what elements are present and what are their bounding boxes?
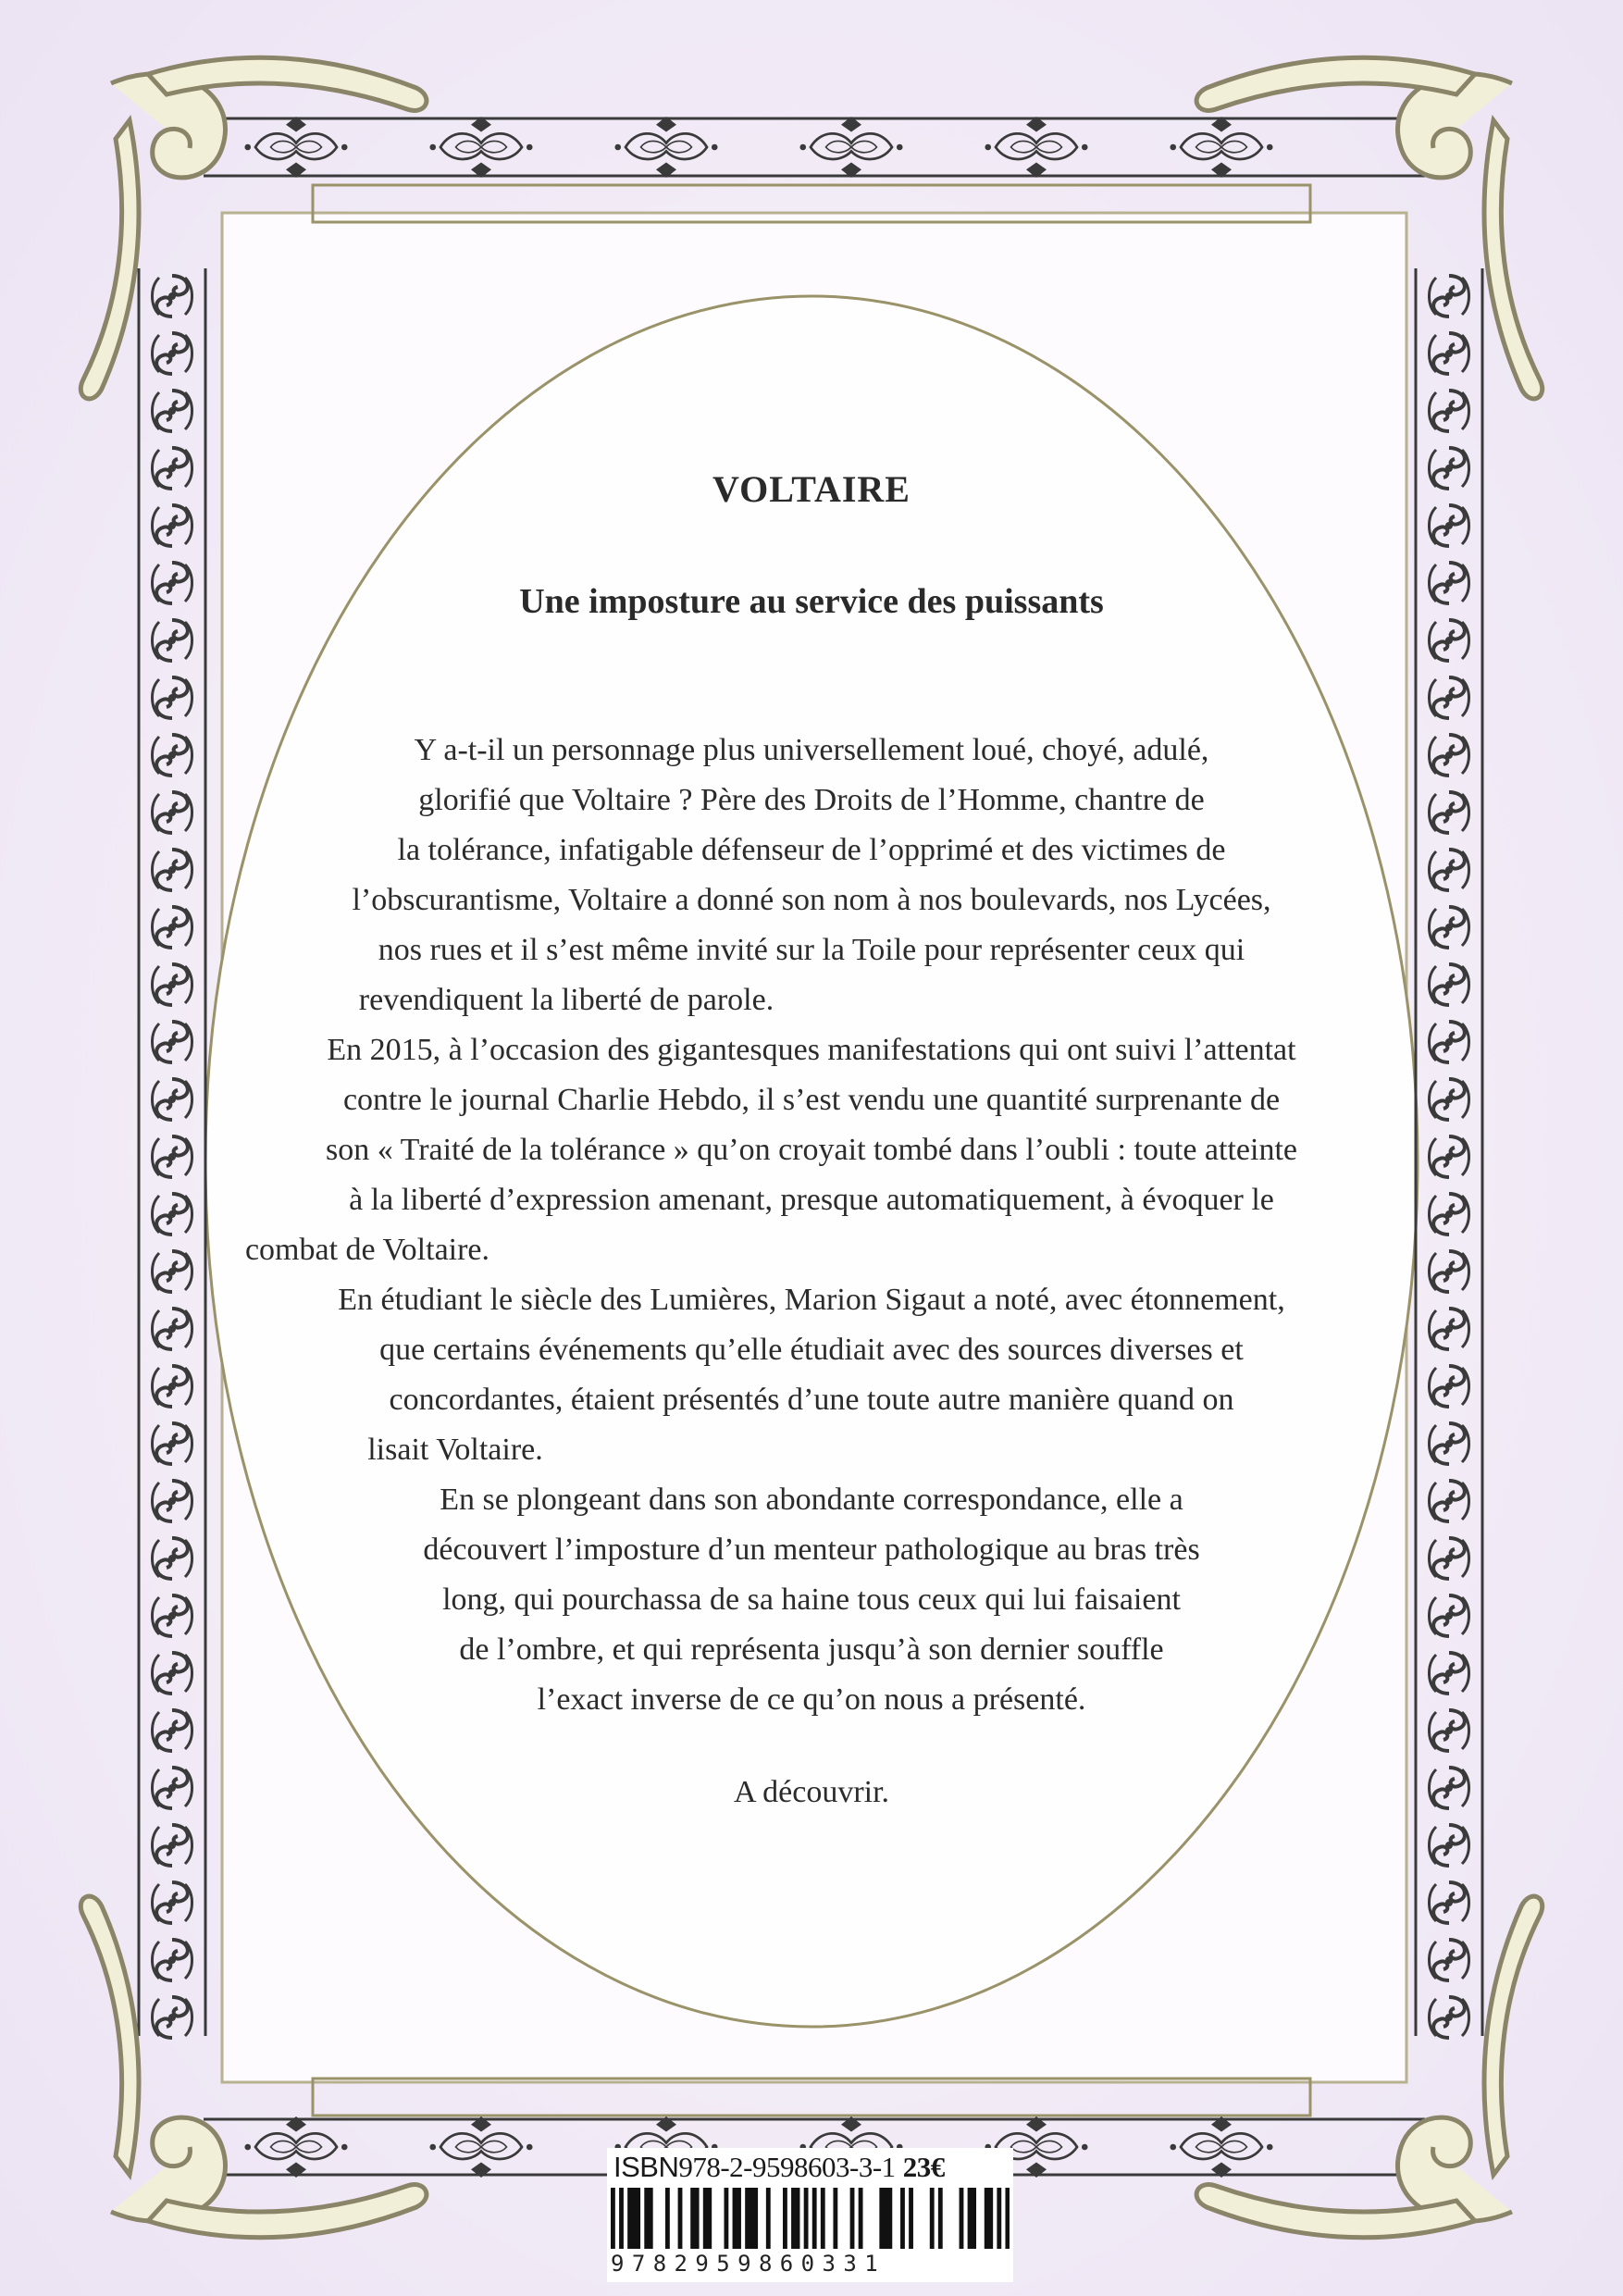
- isbn-prefix: ISBN: [613, 2151, 679, 2183]
- barcode-icon: [611, 2188, 1010, 2249]
- barcode-bar: [968, 2188, 973, 2249]
- blurb-line: de l’ombre, et qui représenta jusqu’à son dernier souffle: [459, 1632, 1164, 1667]
- blurb-line: nos rues et il s’est même invité sur la Toile pour représenter ceux qui: [378, 933, 1245, 967]
- barcode-bar: [859, 2188, 863, 2249]
- barcode-bar: [1005, 2188, 1010, 2249]
- closing-line: A découvrir.: [733, 1775, 890, 1809]
- blurb-line: combat de Voltaire.: [244, 1233, 490, 1267]
- barcode-bar: [627, 2188, 632, 2249]
- barcode-bar: [960, 2188, 964, 2249]
- barcode-bar: [900, 2188, 905, 2249]
- barcode-bar: [783, 2188, 787, 2249]
- blurb-line: contre le journal Charlie Hebdo, il s’est vendu une quantité surprenante de: [342, 1083, 1281, 1117]
- blurb-line: découvert l’imposture d’un menteur pathologique au bras très: [423, 1533, 1200, 1567]
- barcode-bar: [791, 2188, 796, 2249]
- isbn-label: [613, 2151, 945, 2184]
- barcode-bar: [703, 2188, 708, 2249]
- barcode-bar: [665, 2188, 670, 2249]
- barcode-bar: [850, 2188, 855, 2249]
- blurb-line: concordantes, étaient présentés d’une toute autre manière quand on: [389, 1383, 1234, 1417]
- barcode-bar: [887, 2188, 892, 2249]
- barcode-bar: [804, 2188, 809, 2249]
- barcode-bar: [737, 2188, 741, 2249]
- blurb-line: que certains événements qu’elle étudiait avec des sources diverses et: [379, 1333, 1244, 1367]
- barcode-bar: [695, 2188, 700, 2249]
- blurb-line: revendiquent la liberté de parole.: [358, 983, 774, 1017]
- isbn-number: 978-2-9598603-3-1: [678, 2151, 896, 2183]
- blurb-line: En se plongeant dans son abondante correspondance, elle a: [440, 1483, 1183, 1517]
- barcode-bar: [833, 2188, 837, 2249]
- barcode-bar: [796, 2188, 800, 2249]
- barcode-bar: [884, 2188, 888, 2249]
- blurb-line: En 2015, à l’occasion des gigantesques manifestations qui ont suivi l’attentat: [327, 1033, 1296, 1067]
- blurb-line: Y a-t-il un personnage plus universellement loué, choyé, adulé,: [414, 733, 1209, 767]
- book-title: VOLTAIRE: [712, 468, 911, 510]
- barcode-bar: [632, 2188, 637, 2249]
- barcode-bar: [821, 2188, 825, 2249]
- book-subtitle: Une imposture au service des puissants: [519, 582, 1104, 621]
- barcode-bar: [724, 2188, 728, 2249]
- barcode-bar: [750, 2188, 754, 2249]
- blurb-line: l’obscurantisme, Voltaire a donné son nom à nos boulevards, nos Lycées,: [352, 883, 1271, 917]
- barcode-bar: [745, 2188, 750, 2249]
- barcode-bar: [997, 2188, 1001, 2249]
- barcode-bar: [972, 2188, 976, 2249]
- blurb-line: son « Traité de la tolérance » qu’on croyait tombé dans l’oubli : toute atteinte: [326, 1133, 1297, 1167]
- blurb-line: En étudiant le siècle des Lumières, Marion Sigaut a noté, avec étonnement,: [338, 1283, 1285, 1317]
- barcode-bar: [649, 2188, 653, 2249]
- barcode-bar: [988, 2188, 993, 2249]
- blurb-line: la tolérance, infatigable défenseur de l’opprimé et des victimes de: [397, 833, 1226, 867]
- barcode-bar: [753, 2188, 758, 2249]
- blurb-line: long, qui pourchassa de sa haine tous ceux qui lui faisaient: [442, 1582, 1181, 1617]
- barcode-bar: [644, 2188, 649, 2249]
- barcode-bar: [930, 2188, 935, 2249]
- barcode-bar: [766, 2188, 771, 2249]
- blurb-line: lisait Voltaire.: [367, 1433, 543, 1467]
- barcode-bar: [707, 2188, 712, 2249]
- barcode-bar: [690, 2188, 695, 2249]
- barcode-digits: 9782959860331: [611, 2251, 886, 2277]
- barcode-bar: [812, 2188, 817, 2249]
- barcode-bar: [985, 2188, 989, 2249]
- barcode-bar: [636, 2188, 640, 2249]
- barcode-bar: [733, 2188, 737, 2249]
- price-label: 23€: [902, 2151, 945, 2183]
- blurb-line: l’exact inverse de ce qu’on nous a présenté.: [537, 1682, 1086, 1717]
- barcode-bar: [678, 2188, 683, 2249]
- barcode-bar: [909, 2188, 913, 2249]
- barcode-bar: [611, 2188, 615, 2249]
- barcode-bar: [619, 2188, 624, 2249]
- barcode-bar: [879, 2188, 884, 2249]
- barcode-bar: [938, 2188, 943, 2249]
- blurb-line: à la liberté d’expression amenant, presque automatiquement, à évoquer le: [349, 1183, 1274, 1217]
- blurb-line: glorifié que Voltaire ? Père des Droits de l’Homme, chantre de: [418, 783, 1205, 817]
